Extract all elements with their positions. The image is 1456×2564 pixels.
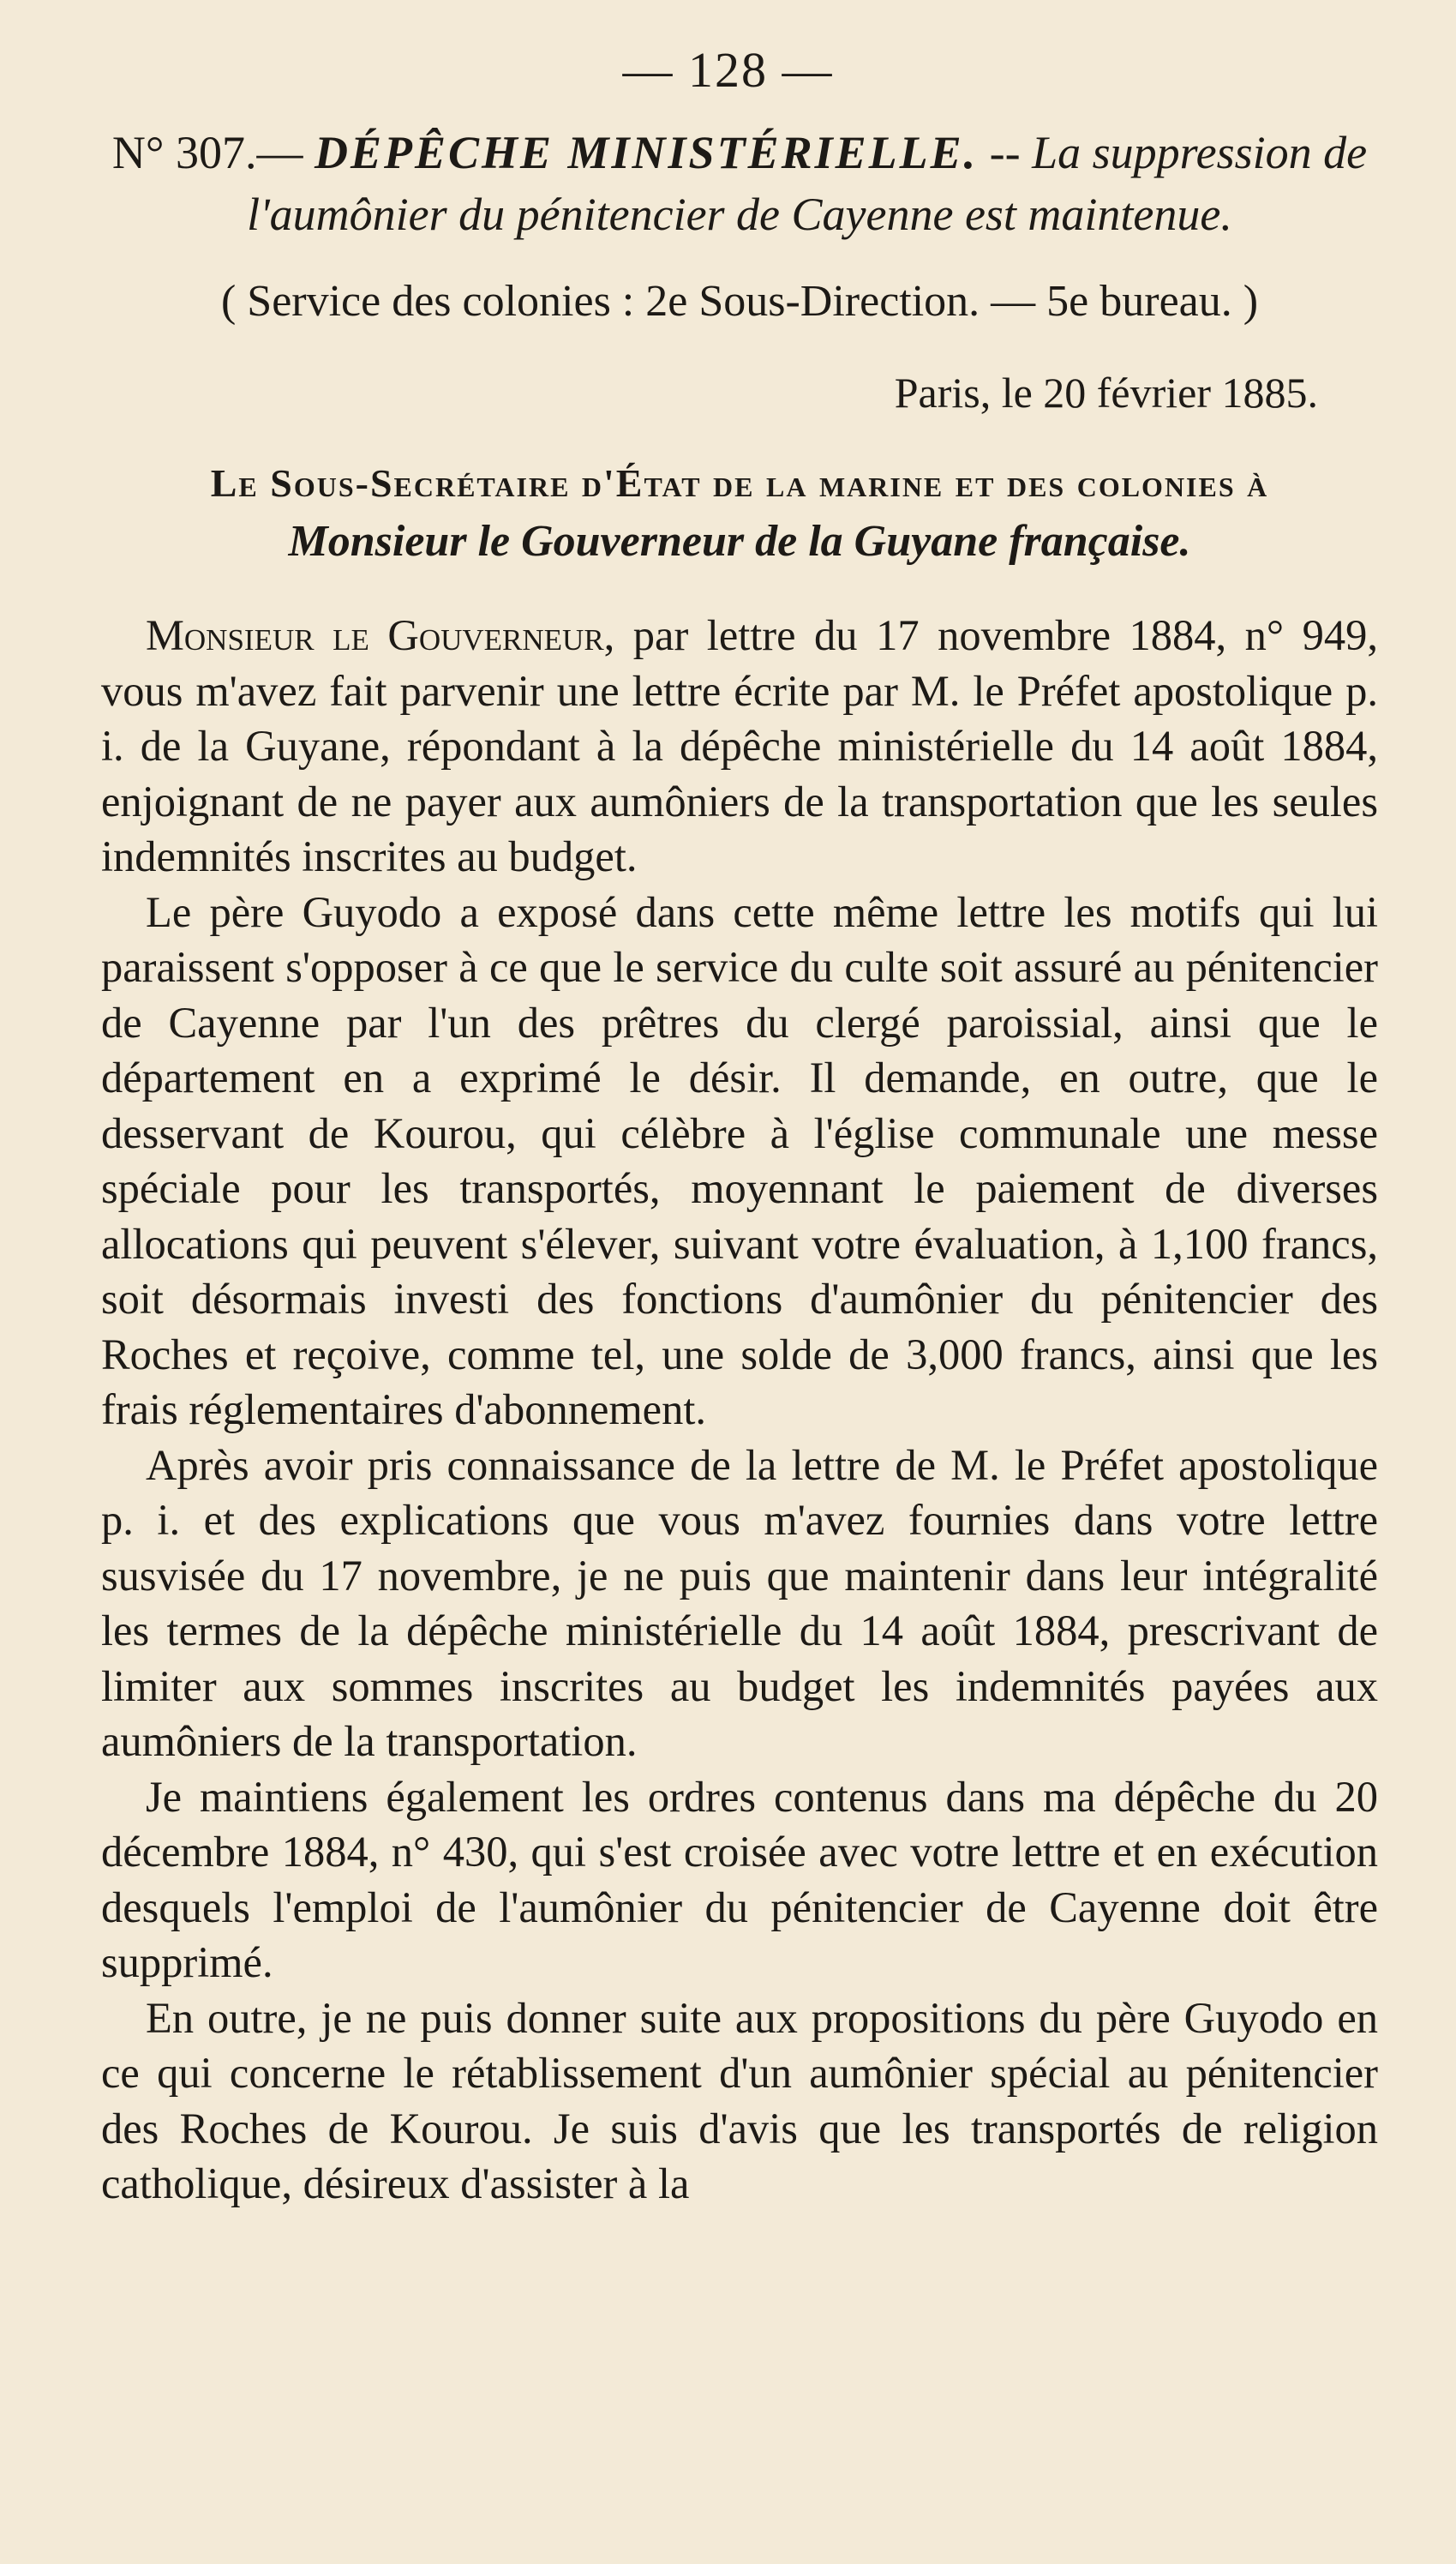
- title-kind: DÉPÊCHE MINISTÉRIELLE.: [314, 127, 979, 178]
- paragraph: [101, 1769, 1378, 1991]
- letter-body: [101, 608, 1378, 2212]
- paragraph: [101, 1438, 1378, 1769]
- document-content: [101, 122, 1378, 2212]
- paragraph-text: En outre, je ne puis donner suite aux propositions du père Guyodo en ce qui concerne le rétablissement d'un aumônier spécial au pénitencier des Roches de Kourou. Je suis d'avis que les transportés de religion catholique, désireux d'assister à la: [101, 1993, 1378, 2207]
- address-block: [101, 454, 1378, 572]
- title-subject: La suppression de l'aumônier du pénitencier de Cayenne est maintenue.: [247, 127, 1368, 240]
- paragraph-text: , par lettre du 17 novembre 1884, n° 949, vous m'avez fait parvenir une lettre écrite par M. le Préfet apostolique p. i. de la Guyane, répondant à la dépêche ministérielle du 14 août 1884, enjoignant de ne payer aux aumôniers de la transportation que les seules indemnités inscrites au budget.: [101, 611, 1378, 880]
- date-line: Paris, le 20 février 1885.: [894, 369, 1318, 417]
- page-number: — 128 —: [622, 42, 834, 98]
- service-line: ( Service des colonies : 2e Sous-Direction. — 5e bureau. ): [220, 277, 1259, 326]
- paragraph-text: Après avoir pris connaissance de la lettre de M. le Préfet apostolique p. i. et des explications que vous m'avez fournies dans votre lettre susvisée du 17 novembre, je ne puis que maintenir dans leur intégralité les termes de la dépêche ministérielle du 14 août 1884, prescrivant de limiter aux sommes inscrites au budget les indemnités payées aux aumôniers de la transportation.: [101, 1440, 1378, 1765]
- address-from: Le Sous-Secrétaire d'État de la marine et des colonies à: [210, 461, 1269, 505]
- paragraph-text: Le père Guyodo a exposé dans cette même lettre les motifs qui lui paraissent s'opposer à ce que le service du culte soit assuré au pénitencier de Cayenne par l'un des prêtres du clergé paroissial, ainsi que le département en a exprimé le désir. Il demande, en outre, que le desservant de Kourou, qui célèbre à l'église communale une messe spéciale pour les transportés, moyennant le paiement de diverses allocations qui peuvent s'élever, suivant votre évaluation, à 1,100 francs, soit désormais investi des fonctions d'aumônier du pénitencier des Roches et reçoive, comme tel, une solde de 3,000 francs, ainsi que les frais réglementaires d'abonnement.: [101, 887, 1378, 1433]
- document-title: [101, 122, 1378, 245]
- paragraph: [101, 1991, 1378, 2212]
- paragraph-text: Je maintiens également les ordres contenus dans ma dépêche du 20 décembre 1884, n° 430, qui s'est croisée avec votre lettre et en exécution desquels l'emploi de l'aumônier du pénitencier de Cayenne doit être supprimé.: [101, 1772, 1378, 1986]
- paragraph-lead: Monsieur le Gouverneur: [146, 611, 604, 659]
- title-separator: --: [978, 127, 1033, 178]
- paragraph: [101, 885, 1378, 1438]
- paragraph: [101, 608, 1378, 885]
- title-number: N° 307.—: [111, 127, 315, 178]
- address-to: Monsieur le Gouverneur de la Guyane française.: [288, 517, 1191, 566]
